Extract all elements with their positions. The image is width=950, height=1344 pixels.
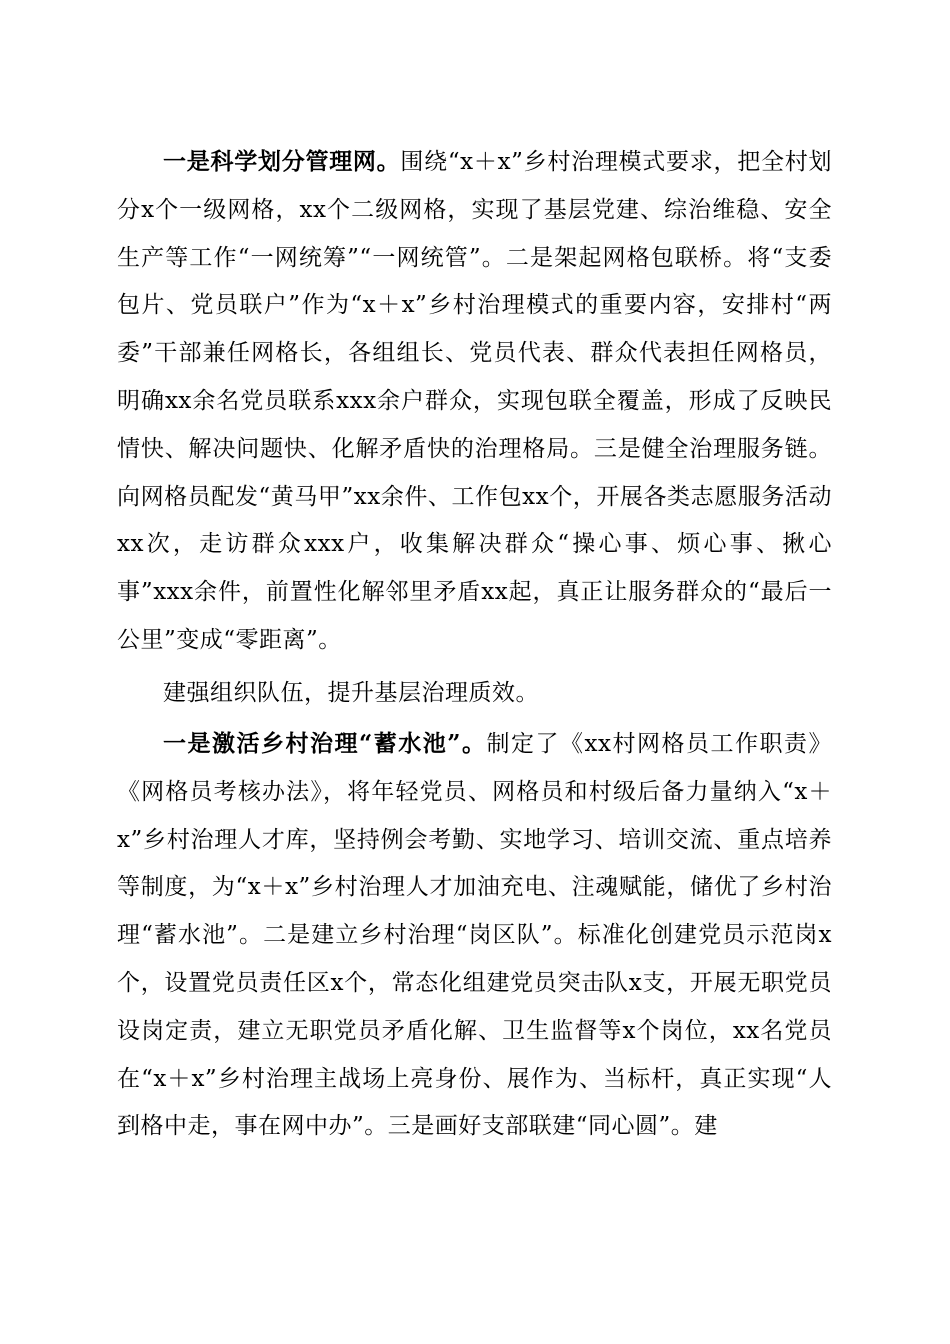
paragraph-text: 制定了《xx村网格员工作职责》《网格员考核办法》，将年轻党员、网格员和村级后备力量纳入“x＋x”乡村治理人才库，坚持例会考勤、实地学习、培训交流、重点培养等制度，为“x＋x”乡村治理人才加油充电、注魂赋能，储优了乡村治理“蓄水池”。二是建立乡村治理“岗区队”。标准化创建党员示范岗x个，设置党员责任区x个，常态化组建党员突击队x支，开展无职党员设岗定责，建立无职党员矛盾化解、卫生监督等x个岗位，xx名党员在“x＋x”乡村治理主战场上亮身份、展作为、当标杆，真正实现“人到格中走，事在网中办”。三是画好支部联建“同心圆”。建 bbox=[117, 731, 832, 1140]
section-heading-text: 建强组织队伍，提升基层治理质效。 bbox=[163, 680, 539, 706]
paragraph-body bbox=[117, 138, 832, 665]
paragraph-talent-pool bbox=[117, 720, 832, 1151]
paragraph-body bbox=[117, 720, 832, 1151]
paragraph-lead-heading: 一是激活乡村治理“蓄水池”。 bbox=[163, 730, 487, 757]
paragraph-text: 围绕“x＋x”乡村治理模式要求，把全村划分x个一级网格，xx个二级网格，实现了基层党建、综治维稳、安全生产等工作“一网统筹”“一网统管”。二是架起网格包联桥。将“支委包片、党员联户”作为“x＋x”乡村治理模式的重要内容，安排村“两委”干部兼任网格长，各组组长、党员代表、群众代表担任网格员，明确xx余名党员联系xxx余户群众，实现包联全覆盖，形成了反映民情快、解决问题快、化解矛盾快的治理格局。三是健全治理服务链。向网格员配发“黄马甲”xx余件、工作包xx个，开展各类志愿服务活动xx次，走访群众xxx户，收集解决群众“操心事、烦心事、揪心事”xxx余件，前置性化解邻里矛盾xx起，真正让服务群众的“最后一公里”变成“零距离”。 bbox=[117, 149, 832, 653]
section-heading-team-building bbox=[117, 670, 832, 718]
paragraph-lead-heading: 一是科学划分管理网。 bbox=[163, 148, 401, 175]
paragraph-grid-management bbox=[117, 138, 832, 665]
